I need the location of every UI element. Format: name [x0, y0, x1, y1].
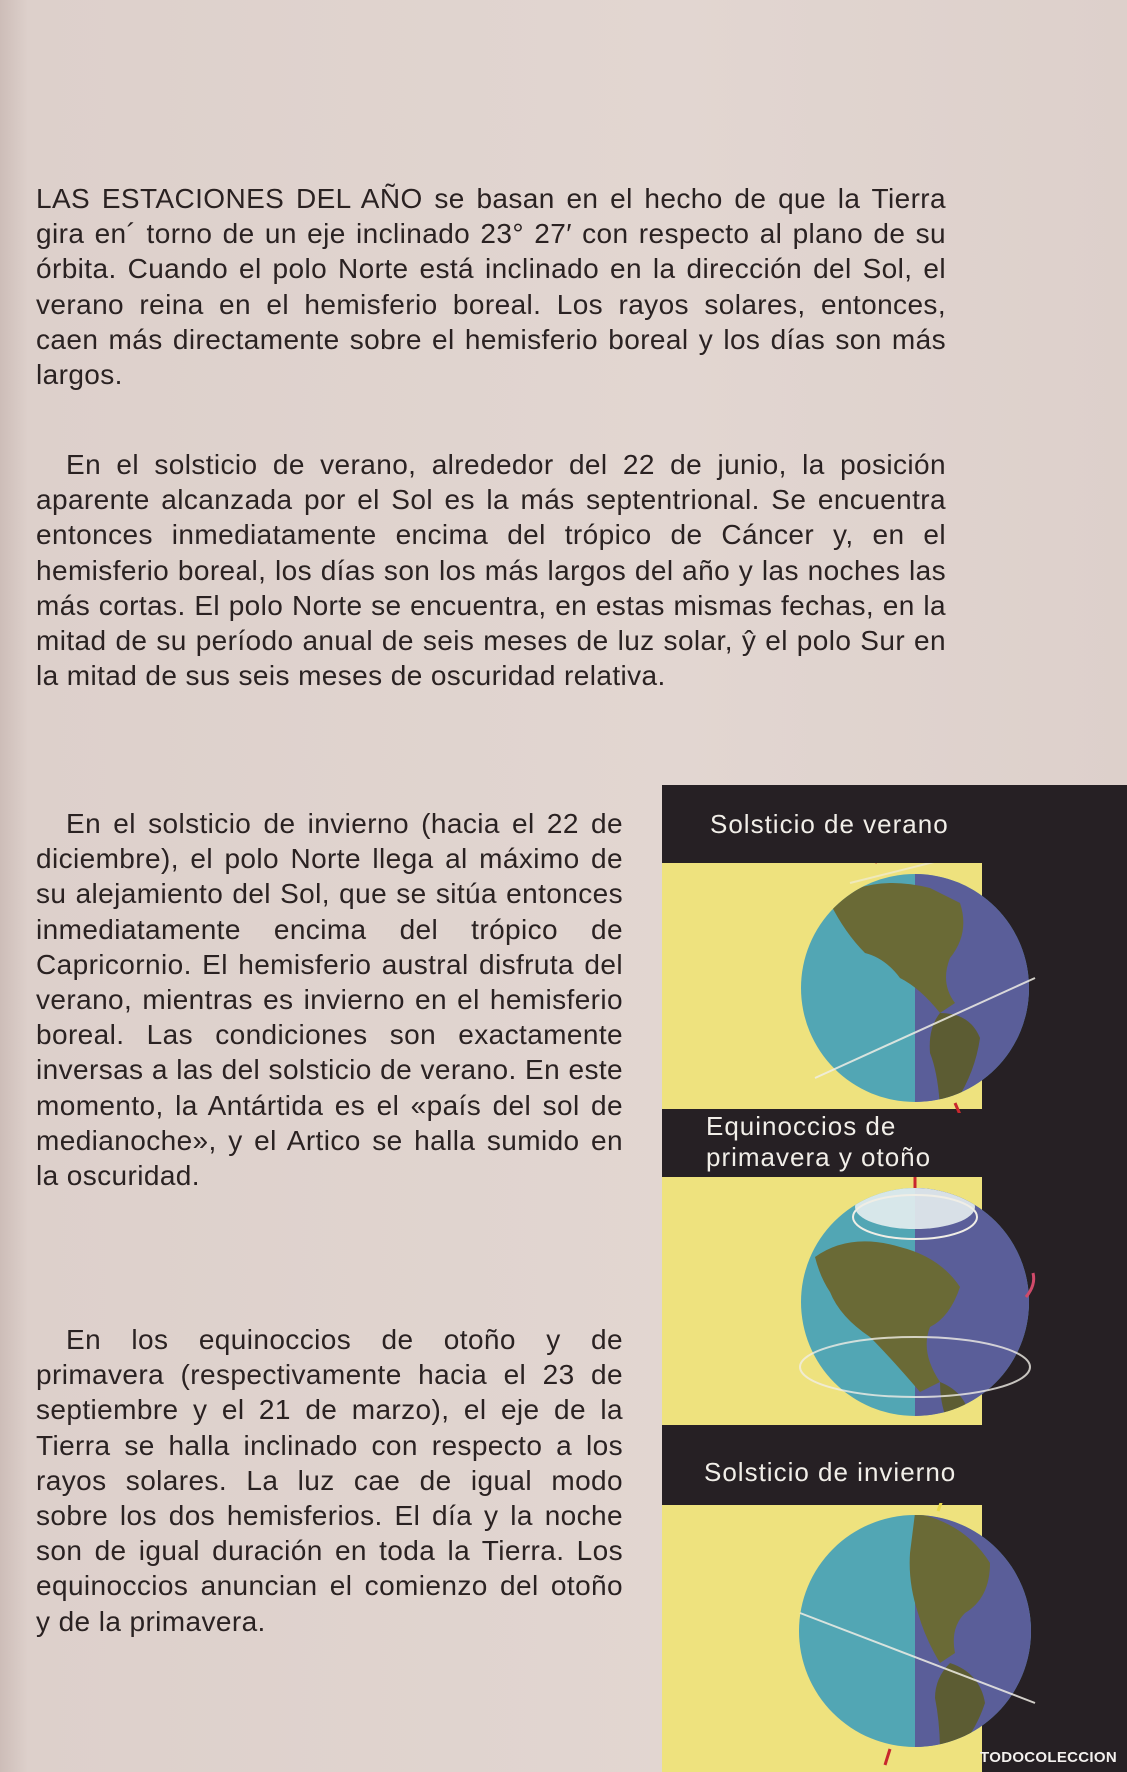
summer-solstice-paragraph: En el solsticio de verano, alrededor del 22 de junio, la posición aparente alcanzada por el Sol es la más septentrional. Se encuentra entonces inmediatamente encima del trópico de Cáncer y, en el hemisferio boreal, los días son los más largos del año y las noches las más cortas. El polo Norte se encuentra, en estas mismas fechas, en la mitad de su período anual de seis meses de luz solar, ŷ el polo Sur en la mitad de sus seis meses de oscuridad relativa.: [36, 449, 946, 692]
equinox-paragraph: En los equinoccios de otoño y de primavera (respectivamente hacia el 23 de septiembre y el 21 de marzo), el eje de la Tierra se halla inclinado con respecto a los rayos solares. La luz cae de igual modo sobre los dos hemisferios. El día y la noche son de igual duración en toda la Tierra. Los equinoccios anuncian el comienzo del otoño y de la primavera.: [36, 1324, 623, 1637]
globe-winter-solstice: [790, 1503, 1040, 1772]
globe-summer-solstice: [790, 863, 1040, 1113]
label-equinoxes: [706, 1111, 931, 1173]
intro-paragraph: [36, 181, 946, 392]
label-equinoxes-line2: primavera y otoño: [706, 1142, 932, 1172]
intro-body: se basan en el hecho de que la Tierra gira en´ torno de un eje inclinado 23° 27′ con respecto al plano de su órbita. Cuando el polo Norte está inclinado en la dirección del Sol, el verano reina en el hemisferio boreal. Los rayos solares, entonces, caen más directamente sobre el hemisferio boreal y los días son más largos.: [36, 183, 946, 391]
watermark: TODOCOLECCION: [980, 1749, 1117, 1766]
label-winter-solstice: Solsticio de invierno: [704, 1457, 957, 1487]
intro-lead-caps: LAS ESTACIONES DEL AÑO: [36, 183, 423, 214]
globe-equinoxes: [790, 1177, 1040, 1427]
winter-solstice-paragraph: En el solsticio de invierno (hacia el 22 de diciembre), el polo Norte llega al máximo de su alejamiento del Sol, que se sitúa entonces inmediatamente encima del trópico de Capricornio. El hemisferio austral disfruta del verano, mientras es invierno en el hemisferio boreal. Las condiciones son exactamente inversas a las del solsticio de verano. En este momento, la Antártida es el «país del sol de medianoche», y el Artico se halla sumido en la oscuridad.: [36, 808, 623, 1192]
label-summer-solstice: Solsticio de verano: [710, 809, 949, 839]
label-equinoxes-line1: Equinoccios de: [706, 1111, 897, 1141]
seasons-illustration: [662, 785, 1127, 1772]
